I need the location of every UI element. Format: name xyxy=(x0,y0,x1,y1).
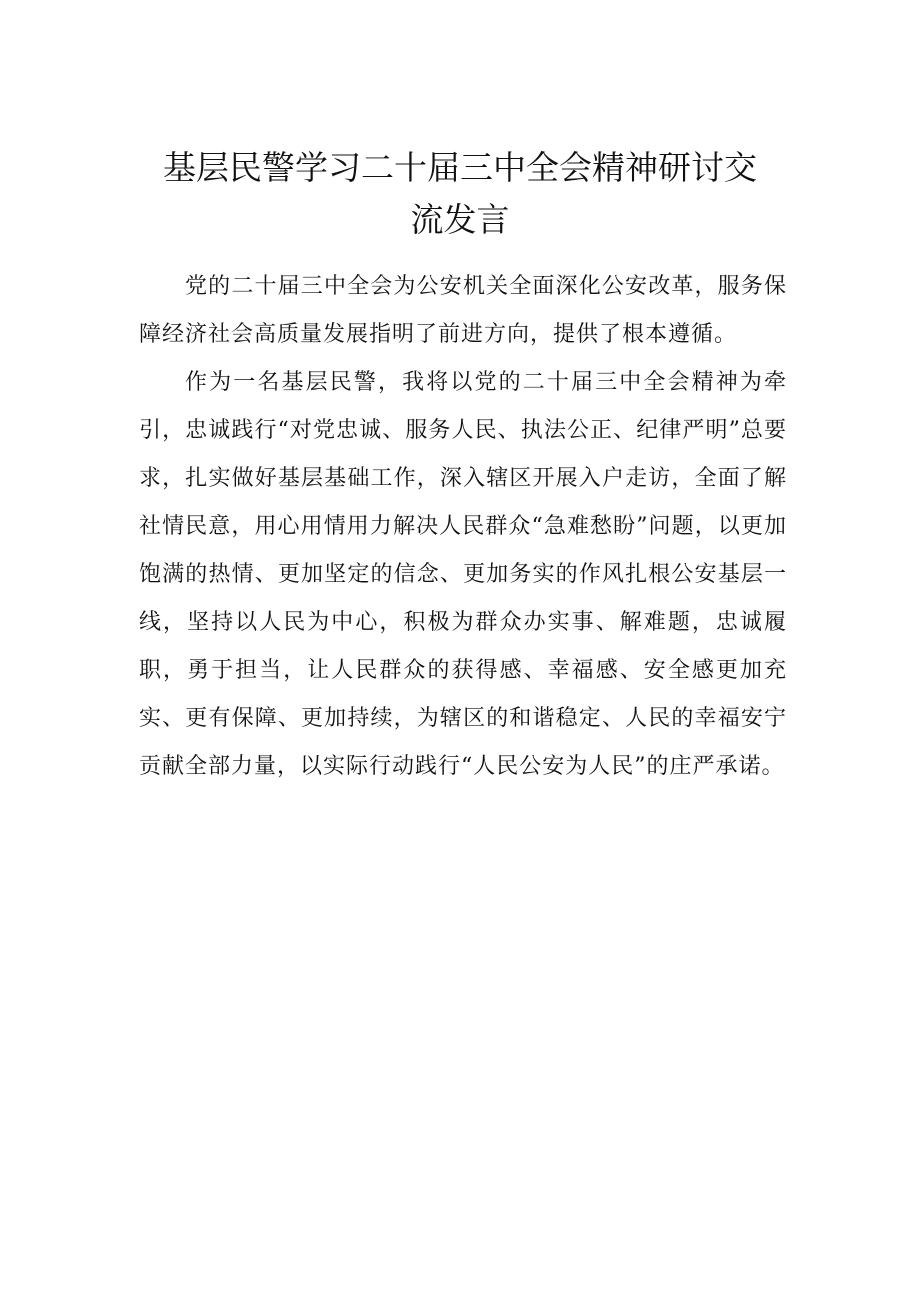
document-body xyxy=(139,263,787,791)
paragraph-1: 党的二十届三中全会为公安机关全面深化公安改革，服务保障经济社会高质量发展指明了前进方向，提供了根本遵循。 xyxy=(139,274,787,347)
document-title xyxy=(150,142,770,246)
paragraph-2: 作为一名基层民警，我将以党的二十届三中全会精神为牵引，忠诚践行“对党忠诚、服务人民、执法公正、纪律严明”总要求，扎实做好基层基础工作，深入辖区开展入户走访，全面了解社情民意，用心用情用力解决人民群众“急难愁盼”问题，以更加饱满的热情、更加坚定的信念、更加务实的作风扎根公安基层一线，坚持以人民为中心，积极为群众办实事、解难题，忠诚履职，勇于担当，让人民群众的获得感、幸福感、安全感更加充实、更有保障、更加持续，为辖区的和谐稳定、人民的幸福安宁贡献全部力量，以实际行动践行“人民公安为人民”的庄严承诺。 xyxy=(139,370,787,779)
title-line-2: 流发言 xyxy=(410,200,510,239)
title-line-1: 基层民警学习二十届三中全会精神研讨交 xyxy=(163,148,757,187)
